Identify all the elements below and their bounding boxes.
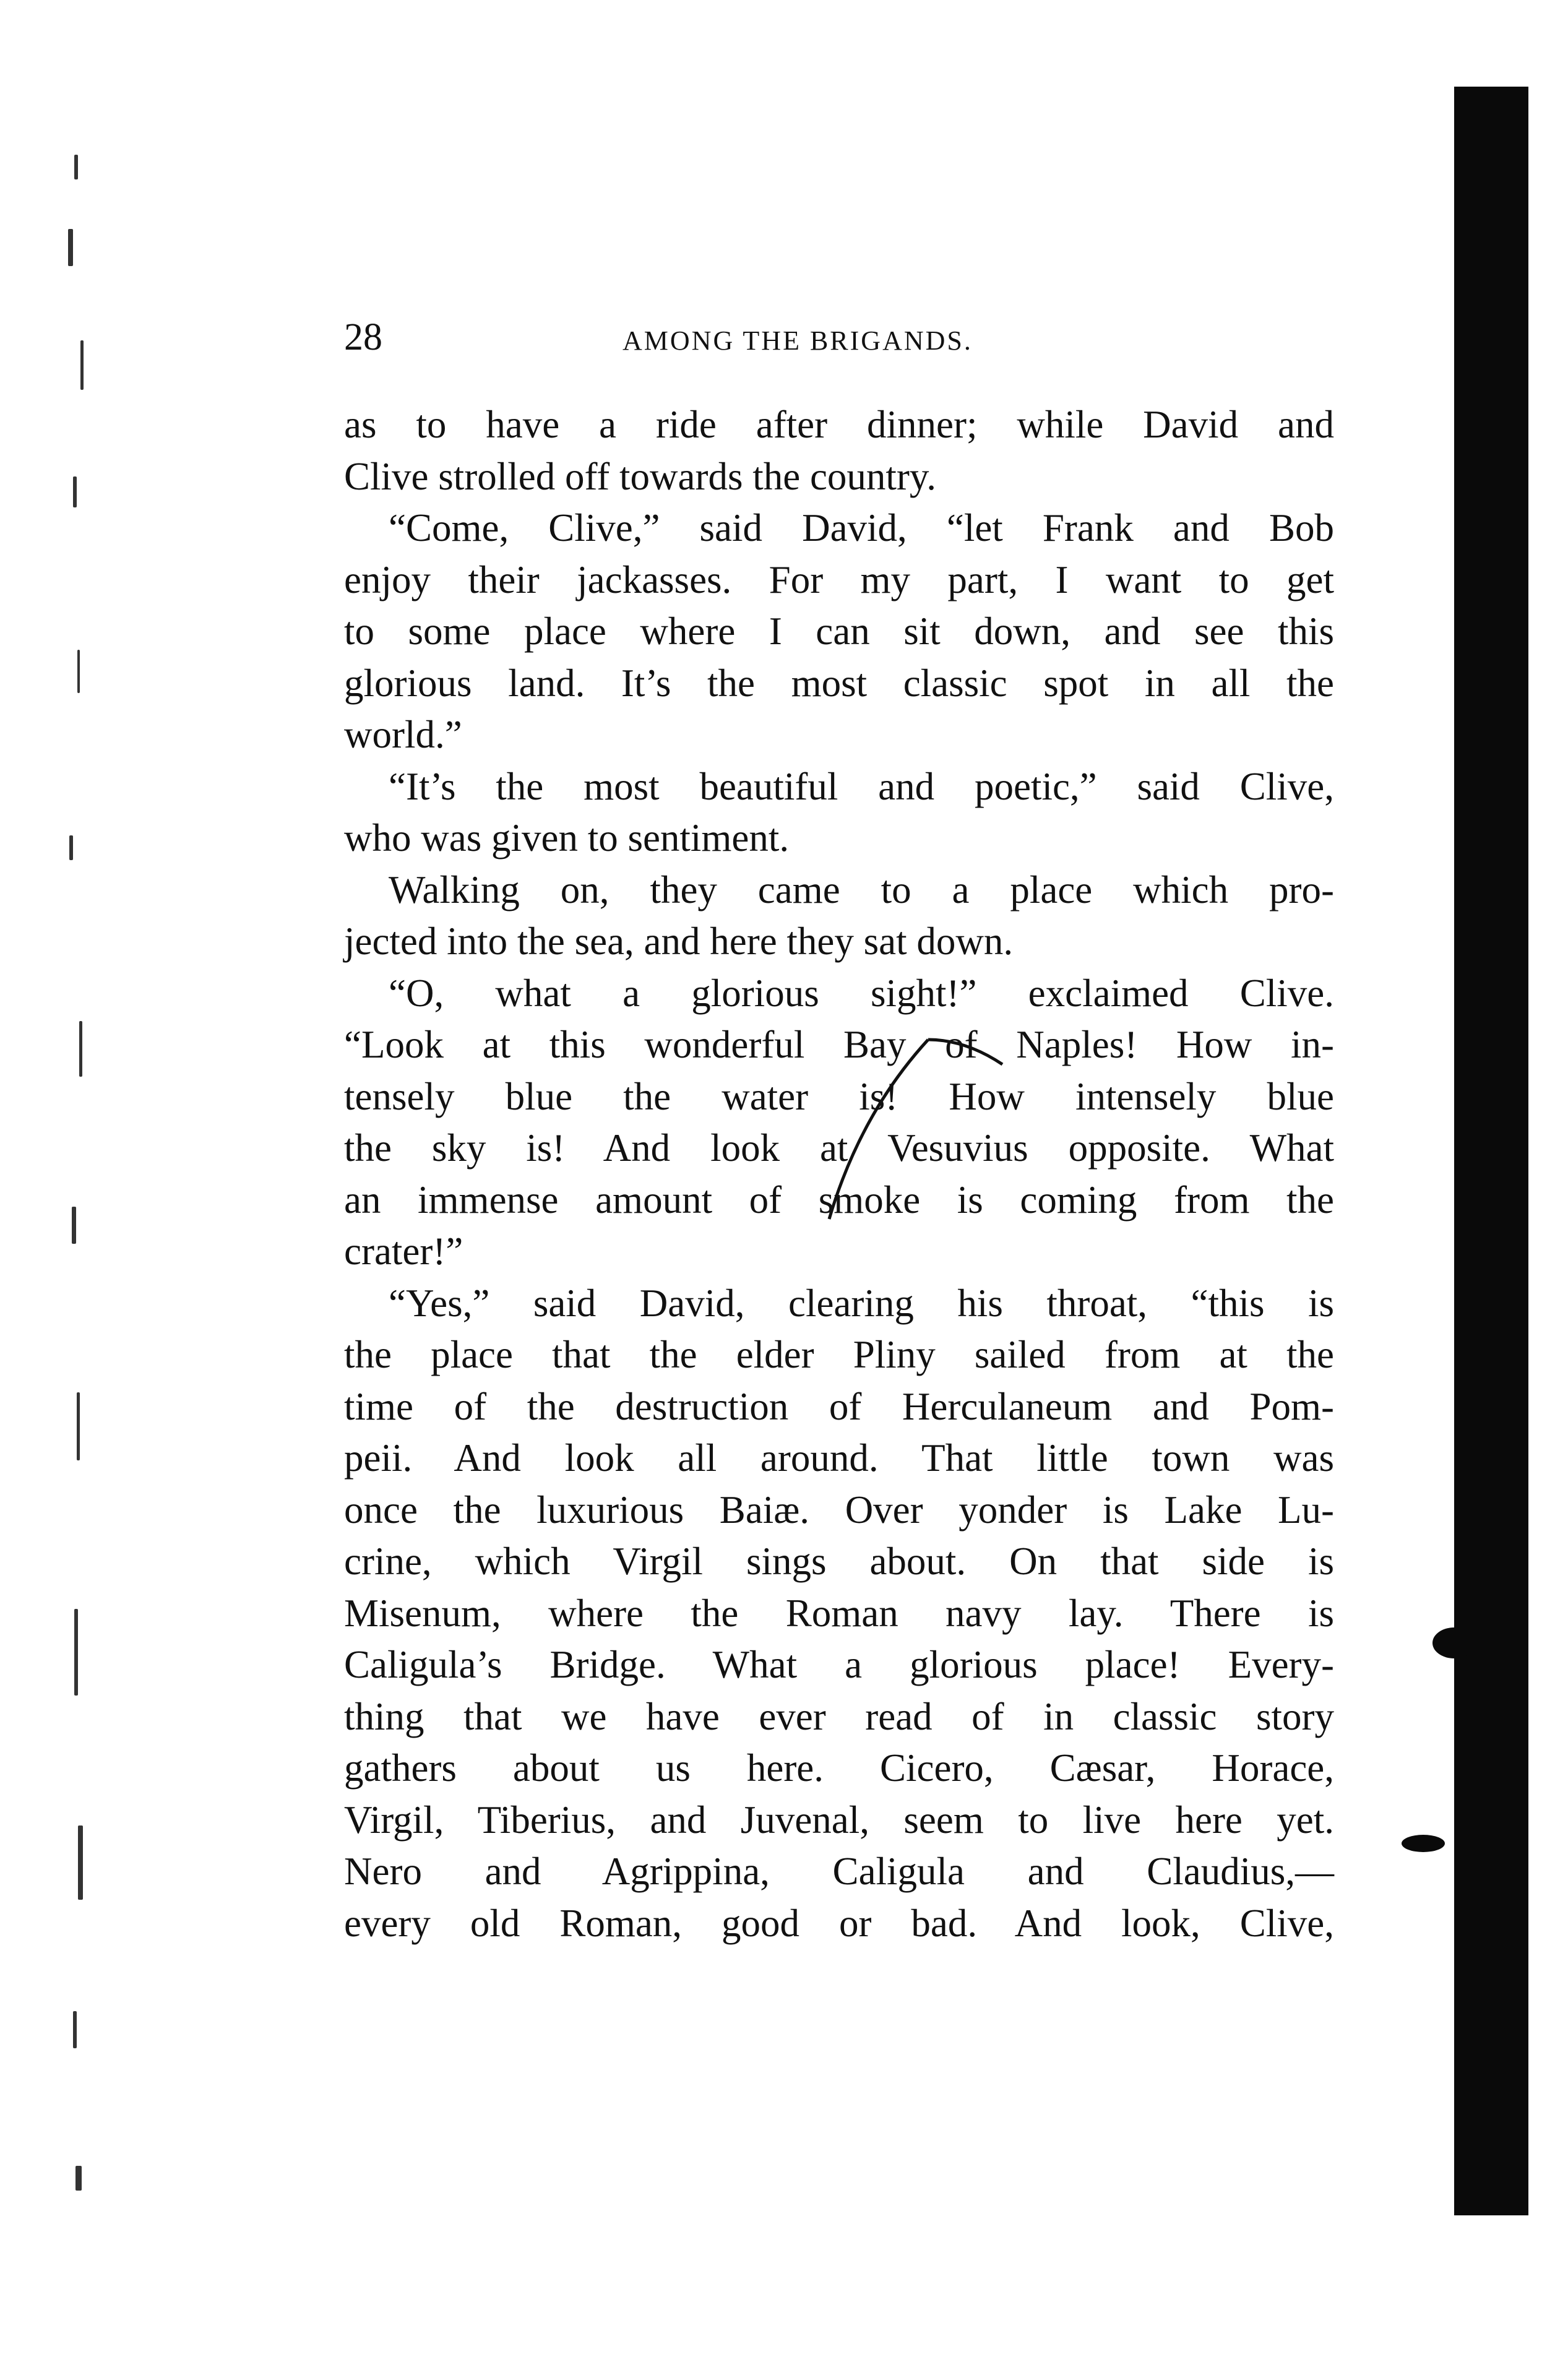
text-line: crine, which Virgil sings about. On that side is bbox=[344, 1540, 1334, 1583]
text-line: “O, what a glorious sight!” exclaimed Clive. bbox=[389, 971, 1334, 1015]
page-header bbox=[344, 309, 1346, 365]
text-line: enjoy their jackasses. For my part, I want to get bbox=[344, 558, 1334, 601]
text-line: jected into the sea, and here they sat down. bbox=[344, 920, 1014, 963]
text-line: “It’s the most beautiful and poetic,” said Clive, bbox=[389, 764, 1334, 808]
pen-mark bbox=[804, 1027, 1064, 1225]
text-line: “Come, Clive,” said David, “let Frank and Bob bbox=[389, 506, 1334, 550]
text-line: Misenum, where the Roman navy lay. There is bbox=[344, 1591, 1334, 1635]
page-edge-shadow bbox=[1454, 87, 1528, 2215]
text-line: the place that the elder Pliny sailed from at the bbox=[344, 1333, 1334, 1376]
text-line: as to have a ride after dinner; while David and bbox=[344, 403, 1334, 446]
text-line: Virgil, Tiberius, and Juvenal, seem to live here yet. bbox=[344, 1798, 1334, 1842]
text-line: Nero and Agrippina, Caligula and Claudius,— bbox=[344, 1850, 1334, 1893]
text-line: Caligula’s Bridge. What a glorious place! Every- bbox=[344, 1643, 1334, 1686]
text-line: glorious land. It’s the most classic spot in all the bbox=[344, 661, 1334, 705]
page-number: 28 bbox=[344, 316, 382, 358]
text-line: an immense amount of smoke is coming from the bbox=[344, 1178, 1334, 1222]
text-line: world.” bbox=[344, 713, 462, 756]
text-line: gathers about us here. Cicero, Cæsar, Horace, bbox=[344, 1746, 1334, 1790]
edge-blot bbox=[1402, 1835, 1445, 1852]
text-line: who was given to sentiment. bbox=[344, 816, 790, 860]
text-line: thing that we have ever read of in classic story bbox=[344, 1694, 1334, 1738]
text-line: time of the destruction of Herculaneum and Pom- bbox=[344, 1384, 1334, 1428]
text-line: tensely blue the water is! How intensely blue bbox=[344, 1074, 1334, 1118]
edge-blot bbox=[1432, 1627, 1476, 1658]
text-line: peii. And look all around. That little town was bbox=[344, 1436, 1334, 1480]
scan-speckle-left bbox=[62, 155, 136, 2228]
text-line: every old Roman, good or bad. And look, Clive, bbox=[344, 1901, 1334, 1945]
text-line: “Look at this wonderful Bay of Naples! How in- bbox=[344, 1023, 1334, 1066]
text-line: to some place where I can sit down, and see this bbox=[344, 610, 1334, 653]
text-line: crater!” bbox=[344, 1230, 463, 1273]
text-line: Clive strolled off towards the country. bbox=[344, 454, 937, 498]
text-line: Walking on, they came to a place which pro- bbox=[389, 868, 1334, 912]
running-head: AMONG THE BRIGANDS. bbox=[622, 325, 973, 356]
text-line: once the luxurious Baiæ. Over yonder is Lake Lu- bbox=[344, 1488, 1334, 1532]
text-line: “Yes,” said David, clearing his throat, “this is bbox=[389, 1281, 1334, 1325]
text-line: the sky is! And look at Vesuvius opposite. What bbox=[344, 1126, 1334, 1170]
